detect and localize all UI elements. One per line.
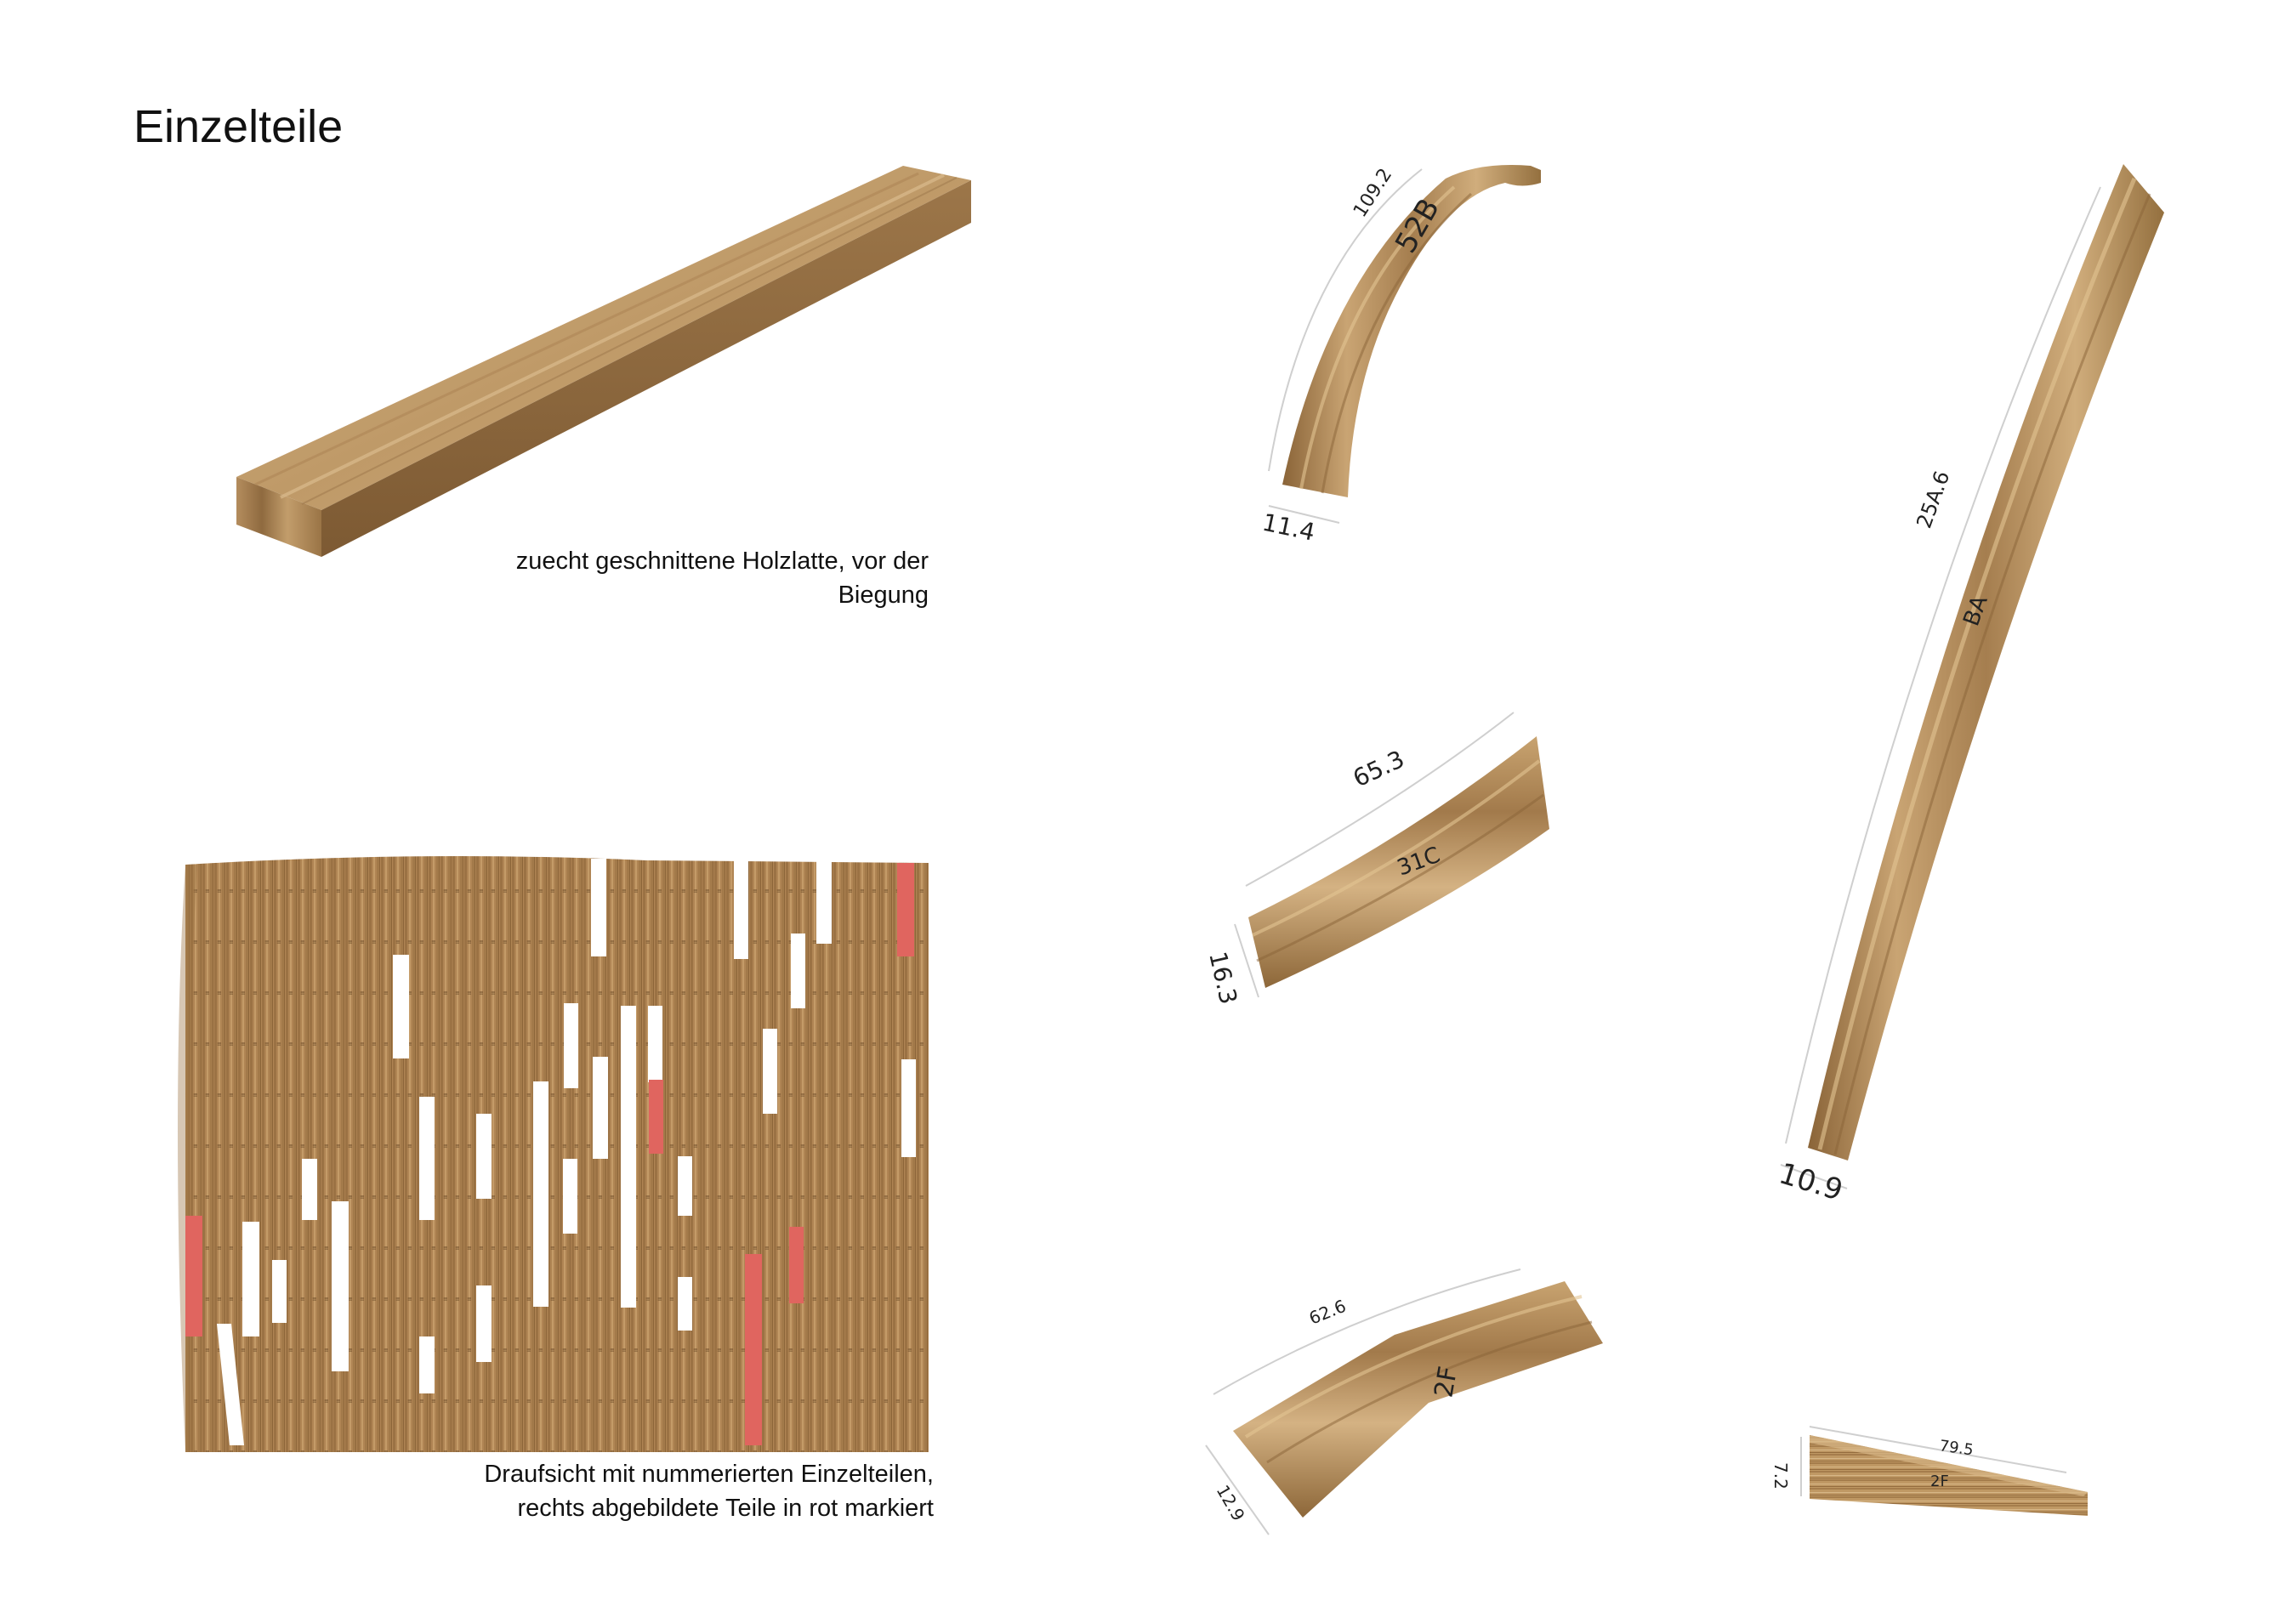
piece-2f-long-width: 12.9 (1212, 1481, 1249, 1525)
raw-lath-side-face (321, 180, 971, 557)
top-view-wood (185, 856, 929, 1452)
raw-lath (236, 166, 971, 557)
raw-lath-top-face (236, 166, 971, 510)
piece-52b-length: 109.2 (1350, 164, 1397, 222)
piece-2f-long-mark: 2F (1429, 1364, 1464, 1400)
raw-lath-caption-line-2: Biegung (838, 582, 929, 609)
piece-31c-mark: 31C (1394, 842, 1444, 882)
piece-2f-long (1206, 1269, 1603, 1535)
top-view-caption-line-2: rechts abgebildete Teile in rot markiert (517, 1495, 934, 1522)
piece-2f-short-mark: 2F (1930, 1473, 1949, 1490)
piece-25a (1775, 164, 2164, 1208)
piece-25a-inner-mark: BA (1958, 592, 1993, 630)
piece-31c-length: 65.3 (1349, 745, 1409, 793)
piece-52b (1260, 165, 1541, 547)
piece-52b-mark: 52B (1389, 192, 1447, 259)
top-view-panel (178, 856, 929, 1452)
top-view-caption-line-1: Draufsicht mit nummerierten Einzelteilen, (484, 1461, 934, 1488)
raw-lath-caption-line-1: zuecht geschnittene Holzlatte, vor der (515, 548, 929, 575)
piece-31c (1203, 712, 1549, 1007)
piece-2f-short-width: 7.2 (1770, 1462, 1791, 1490)
piece-31c-width: 16.3 (1203, 949, 1243, 1007)
piece-25a-width: 10.9 (1775, 1156, 1847, 1208)
piece-2f-short (1770, 1427, 2088, 1516)
page-title: Einzelteile (134, 101, 344, 152)
piece-25a-mark: 25A.6 (1912, 468, 1955, 532)
piece-2f-long-length: 62.6 (1305, 1295, 1350, 1329)
piece-2f-short-length: 79.5 (1938, 1437, 1975, 1460)
piece-52b-width: 11.4 (1259, 508, 1318, 547)
